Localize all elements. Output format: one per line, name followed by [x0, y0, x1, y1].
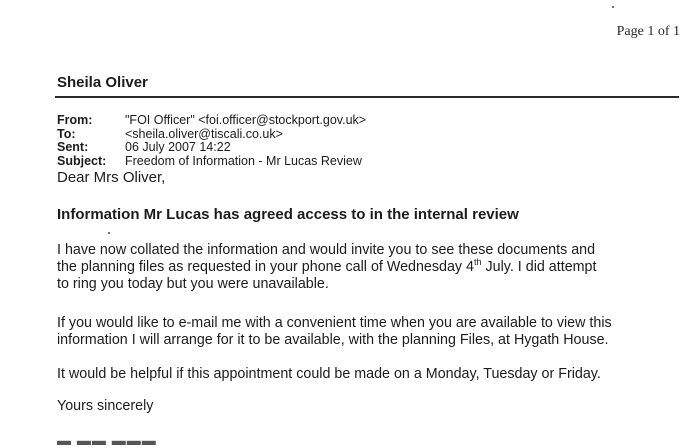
- closing: [57, 398, 153, 415]
- subject-label: Subject:: [57, 153, 107, 168]
- body-heading: Information Mr Lucas has agreed access to in the internal review: [57, 206, 519, 223]
- from-value: "FOI Officer" <foi.officer@stockport.gov.uk>: [125, 113, 367, 127]
- email-headers: [57, 114, 366, 168]
- subject-row: [57, 155, 366, 169]
- sent-label: Sent:: [57, 140, 89, 154]
- sent-value: 06 July 2007 14:22: [125, 140, 231, 154]
- from-label: From:: [57, 113, 93, 127]
- paragraph-line: to ring you today but you were unavailable.: [57, 276, 329, 292]
- paragraph-line: information I will arrange for it to be available, with the planning Files, at Hygath House.: [57, 332, 609, 348]
- closing-line: Yours sincerely: [57, 398, 154, 414]
- scan-speck: [108, 232, 110, 234]
- greeting: Dear Mrs Oliver,: [57, 169, 166, 186]
- paragraph-email-request: [57, 315, 612, 349]
- text-segment: July. I did attempt: [481, 259, 597, 275]
- scan-speck: [612, 6, 614, 8]
- subject-value: Freedom of Information - Mr Lucas Review: [125, 153, 362, 168]
- paragraph-appointment: [57, 366, 601, 383]
- paragraph-line: [57, 259, 597, 276]
- sender-name: Sheila Oliver: [57, 74, 148, 91]
- to-label: To:: [57, 126, 76, 141]
- to-row: [57, 128, 366, 142]
- paragraph-line: It would be helpful if this appointment could be made on a Monday, Tuesday or Friday.: [57, 366, 601, 382]
- ordinal-suffix: th: [474, 257, 482, 268]
- paragraph-collated: [57, 242, 597, 293]
- page-number-label: Page 1 of 1: [616, 24, 680, 39]
- paragraph-line: I have now collated the information and would invite you to see these documents and: [57, 242, 596, 258]
- text-segment: the planning files as requested in your phone call of Wednesday 4: [57, 259, 475, 275]
- paragraph-line: If you would like to e-mail me with a convenient time when you are available to view this: [57, 315, 612, 331]
- to-value: <sheila.oliver@tiscali.co.uk>: [125, 126, 283, 141]
- header-divider: [55, 96, 679, 98]
- cut-off-signature: ▬ ▬▬ ▬▬▬: [57, 432, 157, 448]
- from-row: [57, 114, 366, 128]
- sent-row: [57, 141, 366, 155]
